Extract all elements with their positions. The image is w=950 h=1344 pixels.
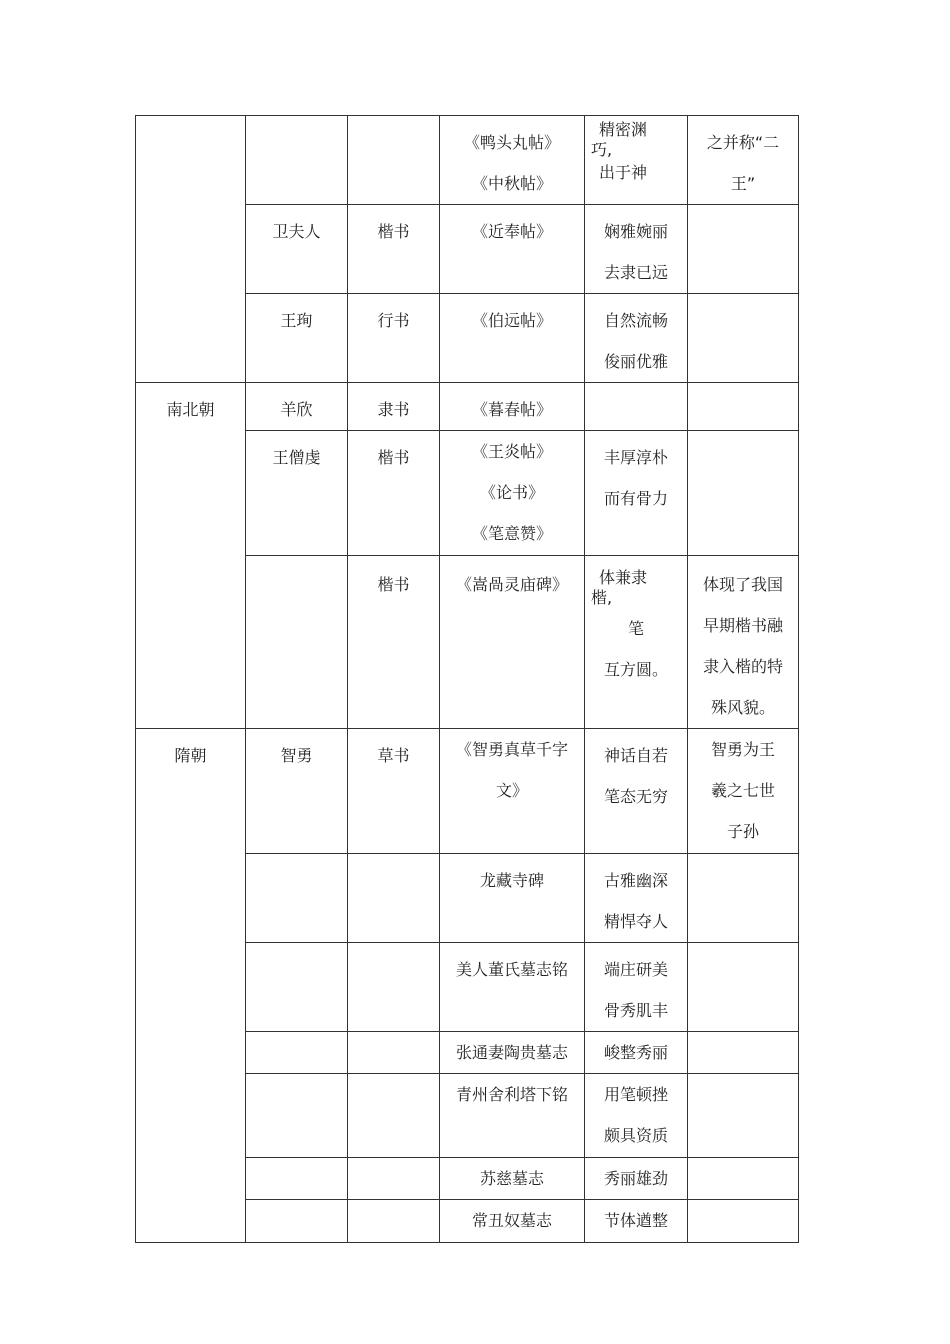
feature-text: 端庄研美: [603, 960, 668, 979]
dynasty-text: 隋朝: [174, 746, 207, 765]
feature-text: 巧,: [591, 140, 613, 159]
note-cell: [688, 943, 799, 1032]
work-text: 《嵩咼灵庙碑》: [455, 575, 568, 594]
features-cell: [585, 1074, 688, 1158]
feature-text: 丰厚淳朴: [603, 448, 668, 467]
calligrapher-cell: [246, 431, 348, 556]
features-cell: [585, 1032, 688, 1074]
calligraphy-table: [135, 115, 799, 1243]
dynasty-cell: [136, 116, 246, 383]
works-cell: [440, 943, 585, 1032]
features-cell: [585, 294, 688, 383]
feature-text: 笔: [627, 619, 644, 638]
script-cell: [348, 205, 440, 294]
feature-text: 古雅幽深: [603, 871, 668, 890]
calligrapher-cell: [246, 1074, 348, 1158]
calligrapher-text: 王珣: [280, 311, 313, 330]
dynasty-cell: [136, 383, 246, 729]
works-cell: [440, 116, 585, 205]
note-cell: [688, 431, 799, 556]
works-cell: [440, 294, 585, 383]
note-cell: [688, 205, 799, 294]
note-cell: [688, 1074, 799, 1158]
script-cell: [348, 1074, 440, 1158]
work-text: 《近奉帖》: [471, 222, 552, 241]
table-row: [136, 383, 799, 431]
dynasty-text: 南北朝: [166, 400, 215, 419]
calligrapher-text: 卫夫人: [272, 222, 321, 241]
script-cell: [348, 1158, 440, 1200]
feature-text: 精密渊: [599, 120, 648, 139]
table-row: [136, 729, 799, 854]
features-cell: [585, 943, 688, 1032]
feature-text: 笔态无穷: [603, 787, 668, 806]
work-text: 张通妻陶贵墓志: [455, 1043, 568, 1062]
feature-text: 而有骨力: [603, 489, 668, 508]
calligrapher-cell: [246, 1032, 348, 1074]
feature-text: 去隶已远: [603, 263, 668, 282]
calligrapher-cell: [246, 383, 348, 431]
feature-text: 自然流畅: [603, 311, 668, 330]
feature-text: 峻整秀丽: [603, 1043, 668, 1062]
feature-text: 出于神: [599, 163, 648, 182]
feature-text: 精悍夺人: [603, 912, 668, 931]
work-text: 《智勇真草千字: [455, 740, 568, 759]
work-text: 文》: [495, 781, 528, 800]
feature-text: 俊丽优雅: [603, 352, 668, 371]
script-cell: [348, 116, 440, 205]
note-text: 隶入楷的特: [702, 657, 783, 676]
feature-text: 互方圆。: [603, 660, 668, 679]
calligrapher-cell: [246, 294, 348, 383]
script-cell: [348, 729, 440, 854]
script-cell: [348, 1200, 440, 1243]
works-cell: [440, 1200, 585, 1243]
features-cell: [585, 383, 688, 431]
note-text: 之并称“二: [706, 133, 780, 152]
works-cell: [440, 1074, 585, 1158]
work-text: 《中秋帖》: [471, 174, 552, 193]
note-cell: [688, 383, 799, 431]
calligrapher-cell: [246, 556, 348, 729]
works-cell: [440, 854, 585, 943]
features-cell: [585, 729, 688, 854]
work-text: 《论书》: [479, 483, 544, 502]
script-text: 草书: [377, 746, 410, 765]
script-text: 楷书: [377, 575, 410, 594]
script-cell: [348, 294, 440, 383]
note-cell: [688, 1200, 799, 1243]
work-text: 苏慈墓志: [479, 1169, 544, 1188]
note-cell: [688, 294, 799, 383]
script-cell: [348, 943, 440, 1032]
calligrapher-cell: [246, 1200, 348, 1243]
works-cell: [440, 431, 585, 556]
calligrapher-text: 羊欣: [280, 400, 313, 419]
works-cell: [440, 729, 585, 854]
note-text: 羲之七世: [710, 781, 775, 800]
note-text: 王”: [730, 174, 756, 193]
dynasty-cell: [136, 729, 246, 1243]
script-text: 隶书: [377, 400, 410, 419]
feature-text: 神话自若: [603, 746, 668, 765]
calligrapher-text: 王僧虔: [272, 448, 321, 467]
work-text: 《笔意赞》: [471, 524, 552, 543]
feature-text: 秀丽雄劲: [603, 1169, 668, 1188]
works-cell: [440, 556, 585, 729]
work-text: 《暮春帖》: [471, 400, 552, 419]
features-cell: [585, 205, 688, 294]
note-text: 早期楷书融: [702, 616, 783, 635]
note-text: 智勇为王: [710, 740, 775, 759]
calligrapher-cell: [246, 1158, 348, 1200]
note-text: 子孙: [726, 822, 759, 841]
features-cell: [585, 1158, 688, 1200]
note-text: 体现了我国: [702, 575, 783, 594]
script-cell: [348, 1032, 440, 1074]
script-text: 楷书: [377, 448, 410, 467]
table-row: [136, 116, 799, 205]
work-text: 青州舍利塔下铭: [455, 1085, 568, 1104]
calligrapher-cell: [246, 943, 348, 1032]
calligrapher-cell: [246, 205, 348, 294]
work-text: 《王炎帖》: [471, 442, 552, 461]
works-cell: [440, 383, 585, 431]
script-text: 楷书: [377, 222, 410, 241]
note-cell: [688, 854, 799, 943]
features-cell: [585, 431, 688, 556]
features-cell: [585, 1200, 688, 1243]
script-cell: [348, 383, 440, 431]
note-cell: [688, 1158, 799, 1200]
features-cell: [585, 556, 688, 729]
note-cell: [688, 116, 799, 205]
note-cell: [688, 1032, 799, 1074]
feature-text: 体兼隶: [599, 568, 648, 587]
calligrapher-cell: [246, 729, 348, 854]
feature-text: 娴雅婉丽: [603, 222, 668, 241]
feature-text: 用笔顿挫: [603, 1085, 668, 1104]
note-text: 殊风貌。: [710, 698, 775, 717]
script-text: 行书: [377, 311, 410, 330]
work-text: 常丑奴墓志: [471, 1211, 552, 1230]
feature-text: 颇具资质: [603, 1126, 668, 1145]
works-cell: [440, 1158, 585, 1200]
work-text: 《鸭头丸帖》: [463, 133, 560, 152]
works-cell: [440, 205, 585, 294]
script-cell: [348, 556, 440, 729]
feature-text: 楷,: [591, 588, 613, 607]
script-cell: [348, 854, 440, 943]
feature-text: 节体遒整: [603, 1211, 668, 1230]
work-text: 《伯远帖》: [471, 311, 552, 330]
work-text: 美人董氏墓志铭: [455, 960, 568, 979]
calligrapher-text: 智勇: [280, 746, 313, 765]
feature-text: 骨秀肌丰: [603, 1001, 668, 1020]
note-cell: [688, 729, 799, 854]
calligrapher-cell: [246, 854, 348, 943]
features-cell: [585, 116, 688, 205]
work-text: 龙藏寺碑: [479, 871, 544, 890]
works-cell: [440, 1032, 585, 1074]
script-cell: [348, 431, 440, 556]
features-cell: [585, 854, 688, 943]
calligrapher-cell: [246, 116, 348, 205]
note-cell: [688, 556, 799, 729]
